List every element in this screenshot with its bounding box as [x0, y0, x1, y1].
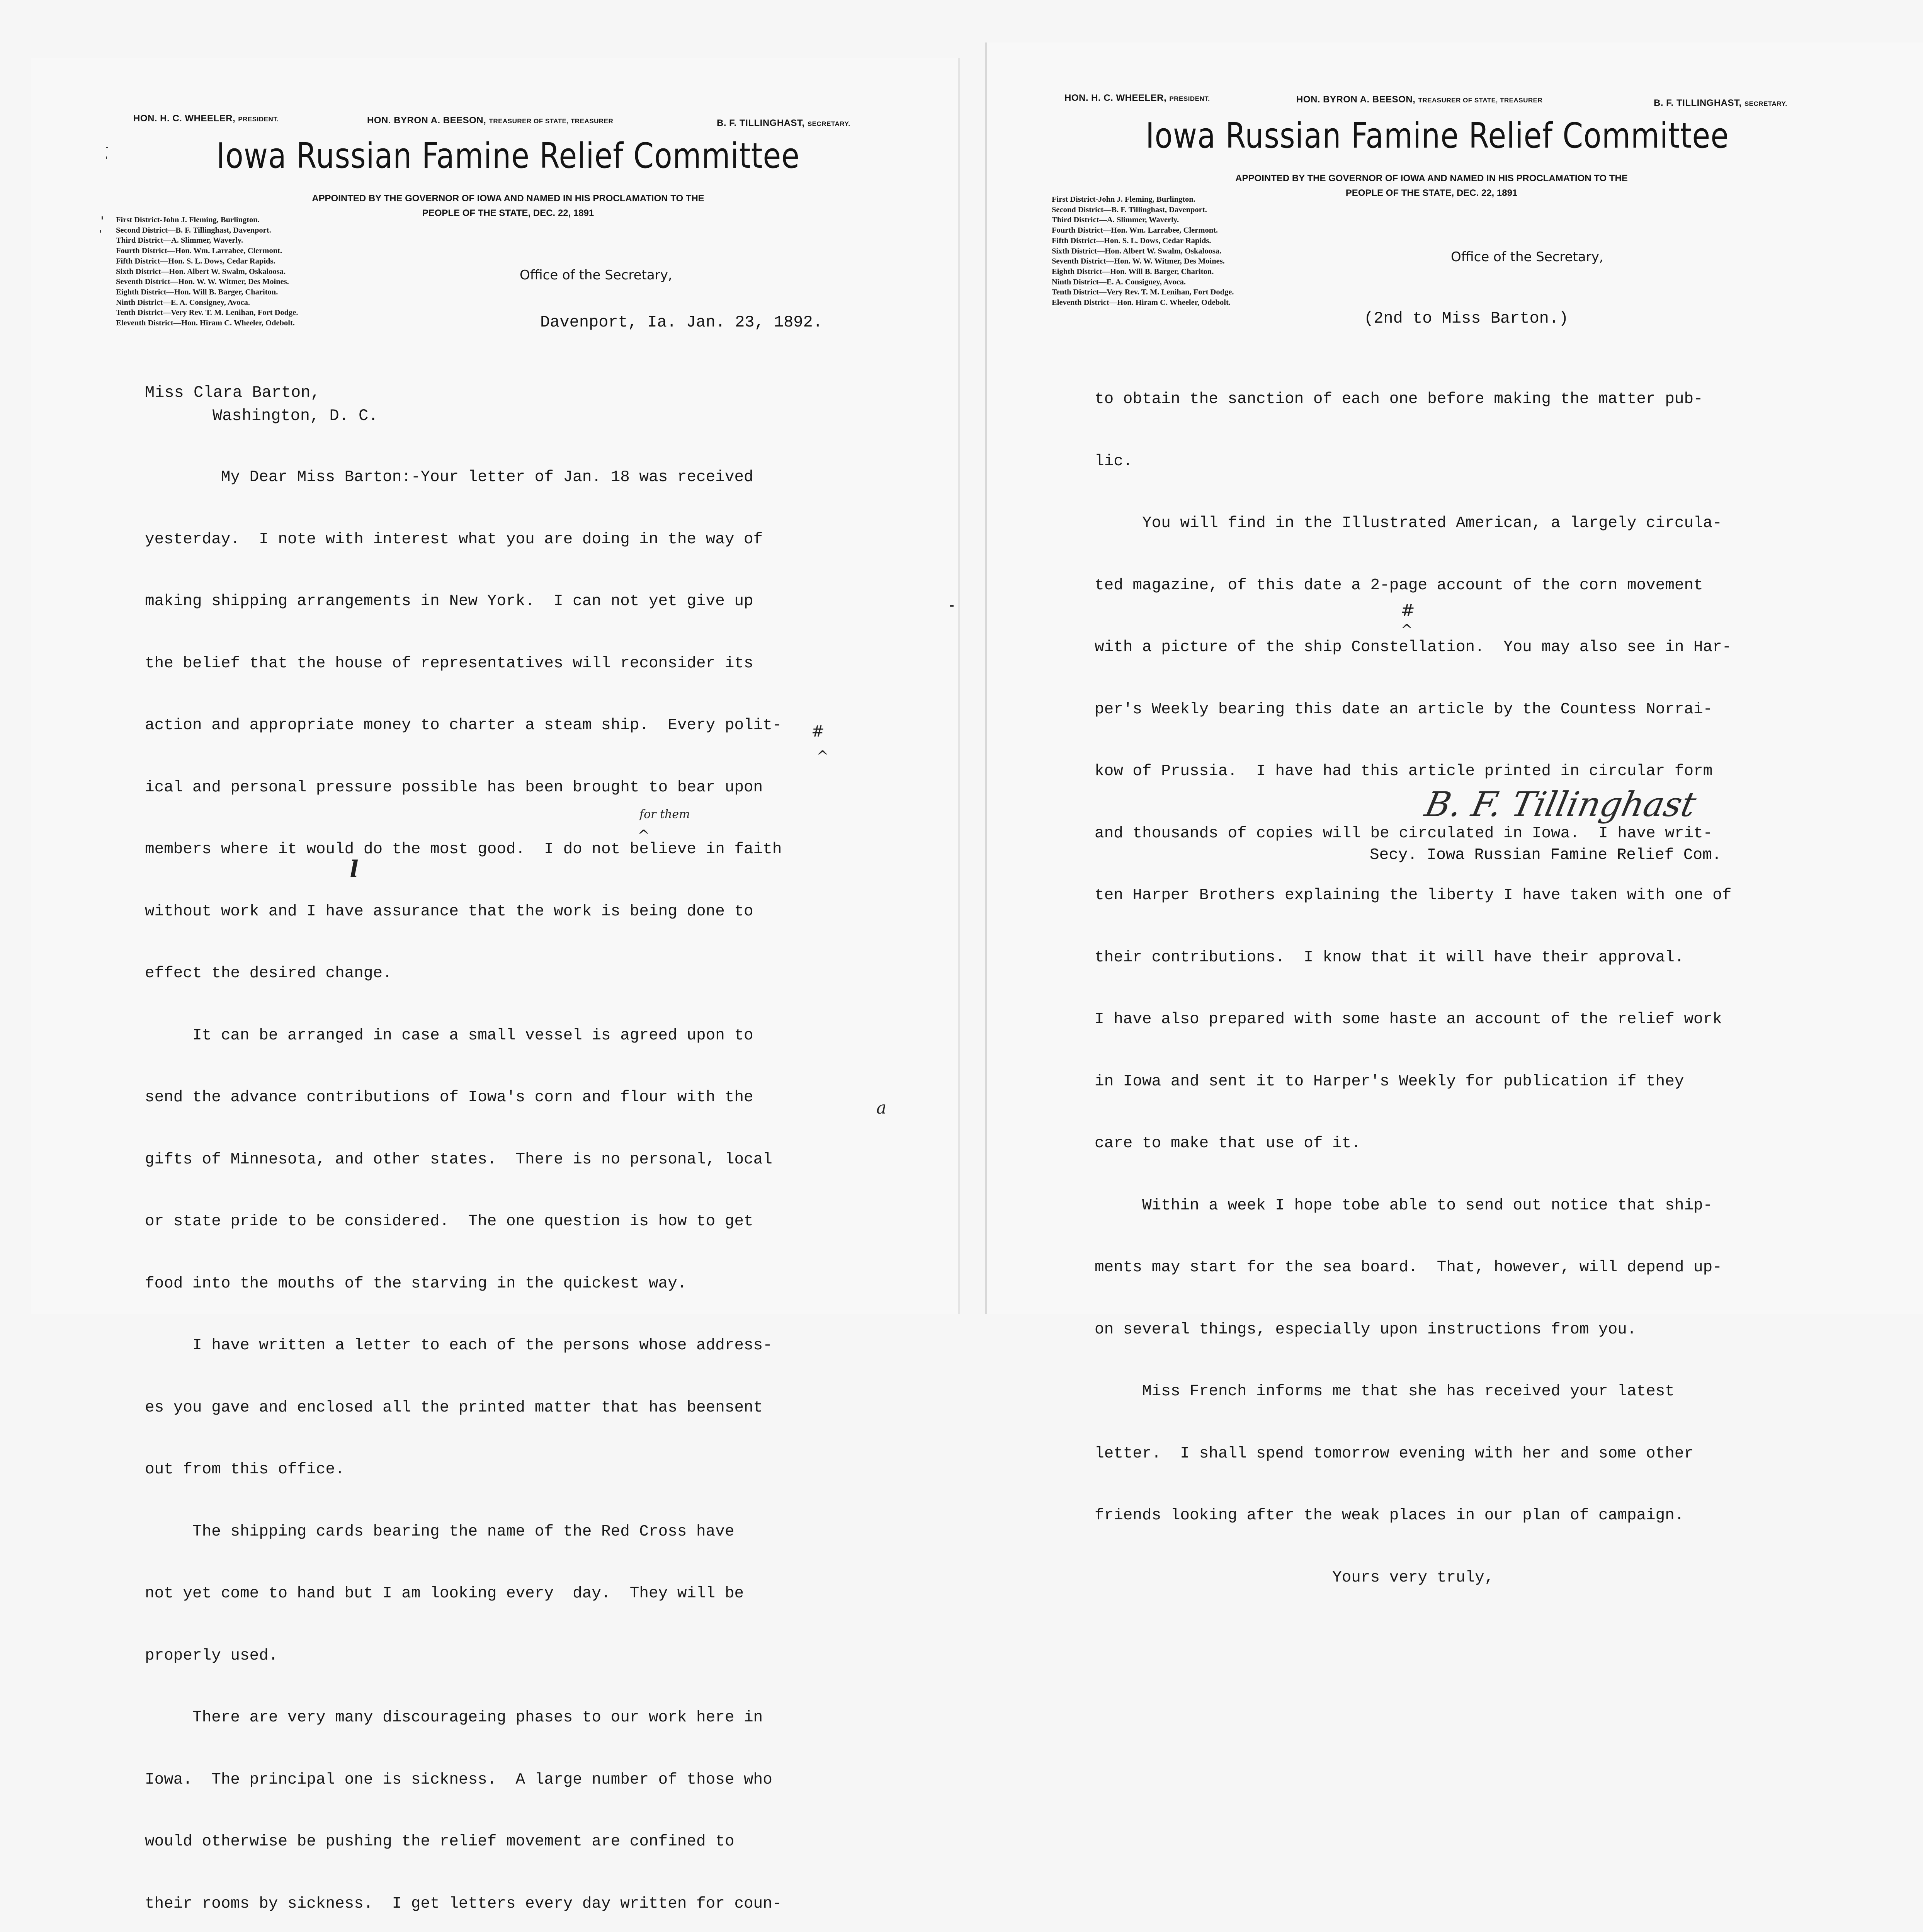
body-line: There are very many discourageing phases to our work here in: [145, 1709, 763, 1726]
scan-speck: [106, 147, 108, 148]
officer-role: PRESIDENT.: [238, 116, 279, 123]
appointed-line-2: PEOPLE OF THE STATE, DEC. 22, 1891: [1345, 188, 1518, 198]
body-line: gifts of Minnesota, and other states. There is no personal, local: [145, 1150, 772, 1168]
officer-president: [133, 113, 279, 124]
body-line: care to make that use of it.: [1095, 1134, 1361, 1152]
committee-title: Iowa Russian Famine Relief Committee: [1146, 115, 1729, 156]
body-line: ted magazine, of this date a 2-page account of the corn movement: [1095, 576, 1703, 594]
district-item: Second District—B. F. Tillinghast, Davenport.: [1052, 205, 1207, 214]
district-item: First District-John J. Fleming, Burlington.: [116, 216, 260, 224]
body-line: lic.: [1095, 452, 1133, 470]
body-line: letter. I shall spend tomorrow evening with her and some other: [1095, 1444, 1694, 1463]
body-line: ten Harper Brothers explaining the liberty I have taken with one of: [1095, 886, 1732, 904]
district-item: Ninth District—E. A. Consigney, Avoca.: [1052, 277, 1186, 286]
body-line: My Dear Miss Barton:-Your letter of Jan. 18 was received: [145, 468, 753, 486]
body-line: You will find in the Illustrated American, a largely circula-: [1095, 514, 1722, 532]
body-line: making shipping arrangements in New York. I can not yet give up: [145, 592, 753, 610]
body-line: effect the desired change.: [145, 964, 392, 982]
officer-treasurer: [367, 115, 613, 126]
scan-speck: [950, 605, 954, 607]
officer-role: TREASURER OF STATE, TREASURER: [489, 117, 614, 125]
officer-treasurer: [1296, 94, 1542, 105]
committee-title: Iowa Russian Famine Relief Committee: [216, 135, 800, 176]
body-line: with a picture of the ship Constellation. You may also see in Har-: [1095, 638, 1732, 656]
officer-role: TREASURER OF STATE, TREASURER: [1418, 97, 1543, 104]
body-line: would otherwise be pushing the relief movement are confined to: [145, 1833, 735, 1850]
handwritten-for-them: for them: [639, 808, 690, 821]
body-line: It can be arranged in case a small vessel is agreed upon to: [145, 1026, 753, 1044]
page-2-header-note: (2nd to Miss Barton.): [1364, 309, 1569, 328]
appointed-line-1: APPOINTED BY THE GOVERNOR OF IOWA AND NAMED IN HIS PROCLAMATION TO THE: [1235, 173, 1628, 184]
body-line: Yours very truly,: [1095, 1568, 1494, 1587]
appointed-notice: [1194, 171, 1669, 201]
handwritten-correction-l: l: [350, 856, 359, 883]
body-line: send the advance contributions of Iowa's corn and flour with the: [145, 1088, 753, 1106]
officer-name: HON. BYRON A. BEESON,: [1296, 94, 1416, 105]
district-item: Eleventh District—Hon. Hiram C. Wheeler, Odebolt.: [1052, 298, 1231, 307]
body-line: Miss French informs me that she has received your latest: [1095, 1383, 1675, 1400]
office-of-secretary: Office of the Secretary,: [520, 267, 672, 283]
district-item: Sixth District—Hon. Albert W. Swalm, Oskaloosa.: [116, 267, 286, 276]
office-of-secretary: Office of the Secretary,: [1451, 249, 1603, 265]
body-line: I have also prepared with some haste an account of the relief work: [1095, 1010, 1722, 1028]
appointed-line-2: PEOPLE OF THE STATE, DEC. 22, 1891: [422, 208, 594, 218]
body-line: ical and personal pressure possible has been brought to bear upon: [145, 778, 763, 796]
body-line: Within a week I hope tobe able to send out notice that ship-: [1095, 1196, 1713, 1214]
body-line: friends looking after the weak places in our plan of campaign.: [1095, 1507, 1684, 1524]
officer-role: SECRETARY.: [807, 120, 850, 128]
district-item: Eighth District—Hon. Will B. Barger, Chariton.: [116, 287, 278, 296]
letter-body-page-1: [145, 426, 782, 1932]
signature-title: Secy. Iowa Russian Famine Relief Com.: [1370, 846, 1722, 864]
body-line: in Iowa and sent it to Harper's Weekly for publication if they: [1095, 1072, 1684, 1090]
district-item: Tenth District—Very Rev. T. M. Lenihan, Fort Dodge.: [116, 308, 298, 317]
officer-secretary: [717, 118, 850, 129]
body-line: the belief that the house of representatives will reconsider its: [145, 654, 753, 672]
body-line: yesterday. I note with interest what you are doing in the way of: [145, 530, 763, 548]
body-line: I have written a letter to each of the persons whose address-: [145, 1337, 772, 1354]
signature: B. F. Tillinghast: [1421, 784, 1700, 824]
district-item: Eighth District—Hon. Will B. Barger, Chariton.: [1052, 267, 1214, 276]
district-item: Sixth District—Hon. Albert W. Swalm, Oskaloosa.: [1052, 247, 1222, 255]
district-item: First District-John J. Fleming, Burlington.: [1052, 195, 1195, 204]
handwritten-caret: ^: [1401, 621, 1413, 638]
district-list: [1052, 194, 1234, 308]
district-list: [116, 215, 298, 328]
body-line: ments may start for the sea board. That, however, will depend up-: [1095, 1259, 1722, 1276]
officer-name: B. F. TILLINGHAST,: [717, 118, 805, 128]
body-line: kow of Prussia. I have had this article printed in circular form: [1095, 762, 1713, 780]
handwritten-caret: ^: [638, 827, 650, 844]
district-item: Third District—A. Slimmer, Waverly.: [116, 236, 243, 245]
handwritten-space-mark: #: [811, 723, 825, 740]
body-line: members where it would do the most good. I do not believe in faith: [145, 840, 782, 858]
district-item: Eleventh District—Hon. Hiram C. Wheeler, Odebolt.: [116, 319, 295, 328]
district-item: Tenth District—Very Rev. T. M. Lenihan, Fort Dodge.: [1052, 288, 1234, 297]
recipient-name: Miss Clara Barton,: [145, 383, 320, 402]
officer-name: HON. H. C. WHEELER,: [133, 113, 236, 124]
body-line: without work and I have assurance that the work is being done to: [145, 902, 753, 920]
district-item: Fifth District—Hon. S. L. Dows, Cedar Rapids.: [116, 257, 275, 265]
body-line: Iowa. The principal one is sickness. A large number of those who: [145, 1770, 772, 1789]
body-line: food into the mouths of the starving in the quickest way.: [145, 1274, 687, 1293]
letter-body-page-2: [1095, 348, 1731, 1609]
district-item: Seventh District—Hon. W. W. Witmer, Des Moines.: [1052, 257, 1225, 266]
district-item: Second District—B. F. Tillinghast, Davenport.: [116, 226, 271, 235]
district-item: Seventh District—Hon. W. W. Witmer, Des Moines.: [116, 277, 289, 286]
body-line: out from this office.: [145, 1461, 345, 1478]
officer-role: SECRETARY.: [1744, 100, 1787, 107]
officer-name: HON. H. C. WHEELER,: [1064, 93, 1167, 103]
district-item: Fourth District—Hon. Wm. Larrabee, Clermont.: [116, 247, 282, 255]
handwritten-space-mark: #: [1401, 601, 1415, 621]
district-item: Ninth District—E. A. Consigney, Avoca.: [116, 298, 250, 307]
body-line: to obtain the sanction of each one before making the matter pub-: [1095, 390, 1703, 408]
officer-secretary: [1654, 98, 1787, 109]
appointed-line-1: APPOINTED BY THE GOVERNOR OF IOWA AND NAMED IN HIS PROCLAMATION TO THE: [312, 193, 704, 204]
recipient-address: Washington, D. C.: [213, 406, 378, 425]
body-line: not yet come to hand but I am looking every day. They will be: [145, 1585, 744, 1602]
district-item: Third District—A. Slimmer, Waverly.: [1052, 216, 1179, 224]
scan-speck: [106, 156, 107, 159]
handwritten-correction-a: a: [876, 1098, 887, 1118]
handwritten-caret: ^: [816, 748, 829, 765]
body-line: and thousands of copies will be circulated in Iowa. I have writ-: [1095, 824, 1713, 842]
officer-name: HON. BYRON A. BEESON,: [367, 115, 486, 126]
district-item: Fifth District—Hon. S. L. Dows, Cedar Rapids.: [1052, 236, 1211, 245]
body-line: or state pride to be considered. The one question is how to get: [145, 1213, 753, 1230]
officer-name: B. F. TILLINGHAST,: [1654, 98, 1742, 108]
body-line: their rooms by sickness. I get letters every day written for coun-: [145, 1895, 782, 1913]
body-line: The shipping cards bearing the name of the Red Cross have: [145, 1522, 735, 1541]
body-line: action and appropriate money to charter a steam ship. Every polit-: [145, 716, 782, 734]
officer-president: [1064, 93, 1210, 104]
body-line: their contributions. I know that it will have their approval.: [1095, 948, 1684, 966]
scan-speck: [102, 216, 103, 219]
body-line: on several things, especially upon instructions from you.: [1095, 1320, 1637, 1338]
dateline: Davenport, Ia. Jan. 23, 1892.: [540, 313, 823, 332]
appointed-notice: [270, 191, 746, 221]
body-line: per's Weekly bearing this date an article by the Countess Norrai-: [1095, 700, 1713, 718]
scan-speck: [100, 230, 101, 233]
body-line: properly used.: [145, 1646, 278, 1665]
district-item: Fourth District—Hon. Wm. Larrabee, Clermont.: [1052, 226, 1218, 235]
body-line: es you gave and enclosed all the printed matter that has beensent: [145, 1398, 763, 1417]
officer-role: PRESIDENT.: [1169, 95, 1210, 102]
